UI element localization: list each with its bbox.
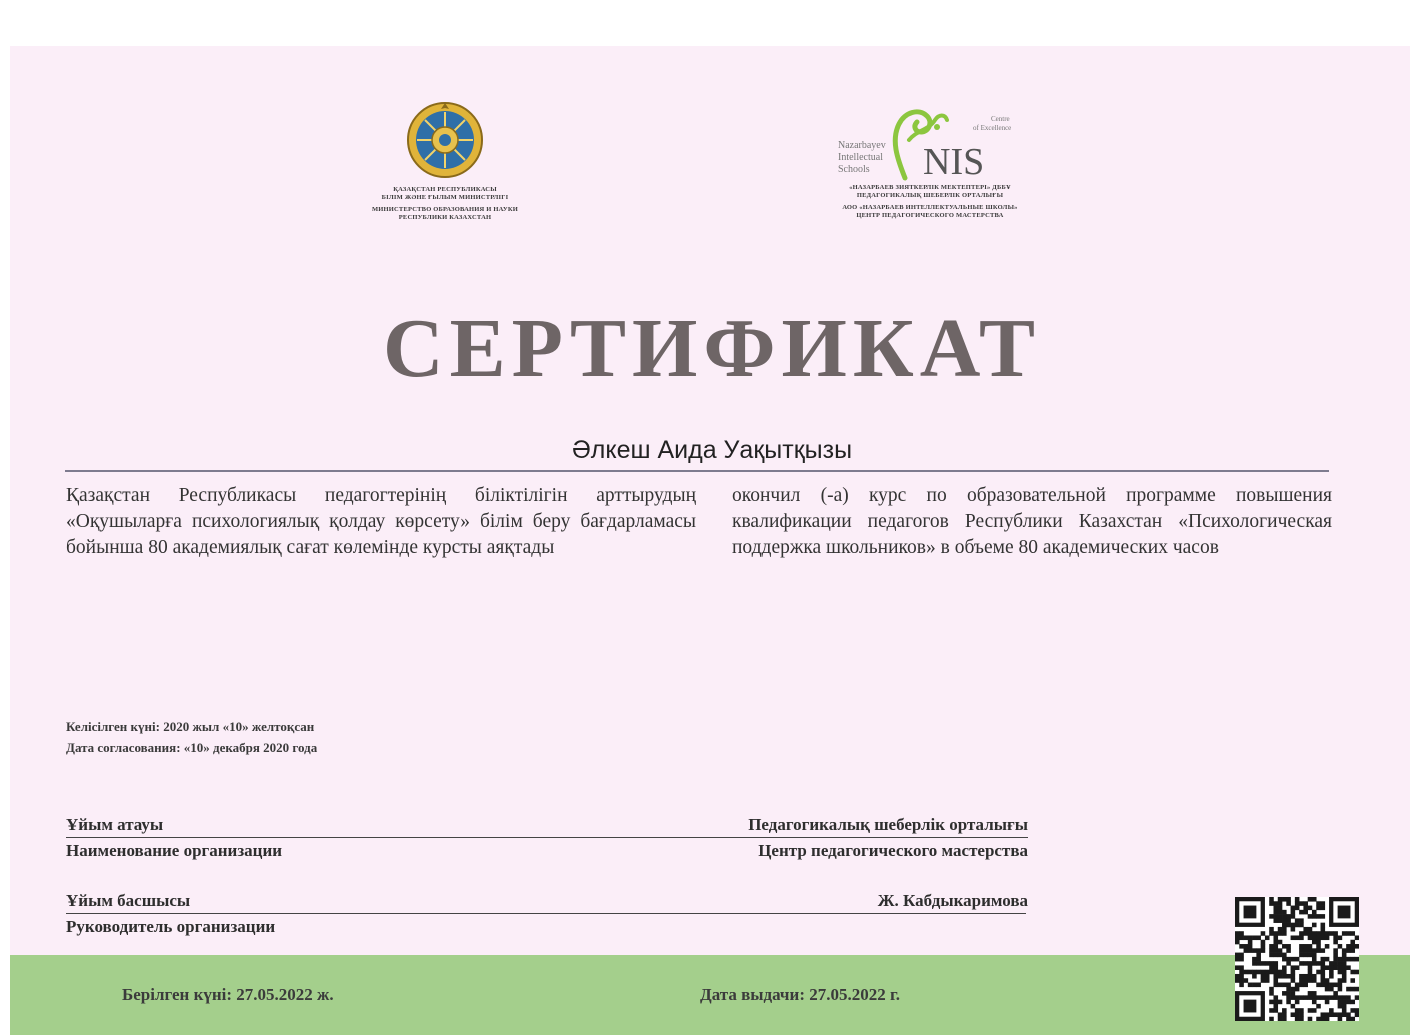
organization-label-ru: Наименование организации — [66, 841, 283, 860]
nis-caption-kz-2: ПЕДАГОГИКАЛЫҚ ШЕБЕРЛІК ОРТАЛЫҒЫ — [856, 192, 1004, 199]
nis-caption-kz-1: «НАЗАРБАЕВ ЗИЯТКЕРЛІК МЕКТЕПТЕРІ» ДББҰ — [849, 184, 1011, 191]
ministry-caption-kz-2: БІЛІМ ЖӘНЕ ҒЫЛЫМ МИНИСТРЛІГІ — [381, 194, 509, 201]
name-underline — [65, 470, 1329, 472]
head-label-kz: Ұйым басшысы — [66, 891, 191, 910]
certificate-title: СЕРТИФИКАТ — [382, 302, 1042, 395]
organization-label-kz: Ұйым атауы — [66, 815, 164, 834]
ministry-logo — [345, 100, 545, 222]
nis-caption-ru-2: ЦЕНТР ПЕДАГОГИЧЕСКОГО МАСТЕРСТВА — [856, 212, 1004, 219]
organization-block — [66, 812, 1028, 863]
certificate-text-ru: окончил (-а) курс по образовательной программе повышения квалификации педагогов Республики Казахстан «Психологическая поддержка школьников» в объеме 80 академических часов — [732, 485, 1332, 558]
nis-logo — [805, 100, 1055, 220]
qr-code[interactable] — [1235, 897, 1359, 1021]
nis-acronym: NIS — [923, 141, 985, 182]
qr-code-icon — [1235, 897, 1359, 1021]
ministry-caption-ru-2: РЕСПУБЛИКИ КАЗАХСТАН — [398, 214, 492, 221]
issue-date-ru: Дата выдачи: 27.05.2022 г. — [700, 985, 901, 1004]
ministry-caption-ru-1: МИНИСТЕРСТВО ОБРАЗОВАНИЯ И НАУКИ — [371, 206, 519, 213]
nis-name-line2: Intellectual — [838, 152, 883, 163]
nis-sprout-icon — [805, 100, 1055, 182]
nis-caption-ru-1: АОО «НАЗАРБАЕВ ИНТЕЛЛЕКТУАЛЬНЫЕ ШКОЛЫ» — [842, 204, 1018, 211]
ministry-caption-kz-1: ҚАЗАҚСТАН РЕСПУБЛИКАСЫ — [393, 186, 497, 193]
state-emblem-icon — [405, 100, 485, 180]
agreed-date-ru: Дата согласования: «10» декабря 2020 года — [66, 740, 318, 755]
head-block — [66, 888, 1028, 939]
certificate-text-kz: Қазақстан Республикасы педагогтерінің біліктілігін арттырудың «Оқушыларға психологиялық қолдау көрсету» білім беру бағдарламасы бойынша 80 академиялық сағат көлемінде курсты аяқтады — [66, 485, 696, 558]
nis-name-line3: Schools — [838, 164, 870, 175]
agreed-date-kz: Келісілген күні: 2020 жыл «10» желтоқсан — [66, 719, 315, 734]
agreement-dates — [66, 716, 317, 758]
organization-value-ru: Центр педагогического мастерства — [758, 841, 1028, 860]
nis-center-line2: of Excellence — [973, 124, 1012, 132]
organization-value-kz: Педагогикалық шеберлік орталығы — [748, 815, 1028, 834]
head-label-ru: Руководитель организации — [66, 917, 276, 936]
issue-date-kz: Берілген күні: 27.05.2022 ж. — [122, 985, 334, 1004]
nis-center-line1: Centre — [991, 115, 1010, 123]
nis-name-line1: Nazarbayev — [838, 140, 886, 151]
head-name: Ж. Кабдыкаримова — [877, 891, 1028, 910]
recipient-name: Әлкеш Аида Уақытқызы — [571, 436, 853, 464]
